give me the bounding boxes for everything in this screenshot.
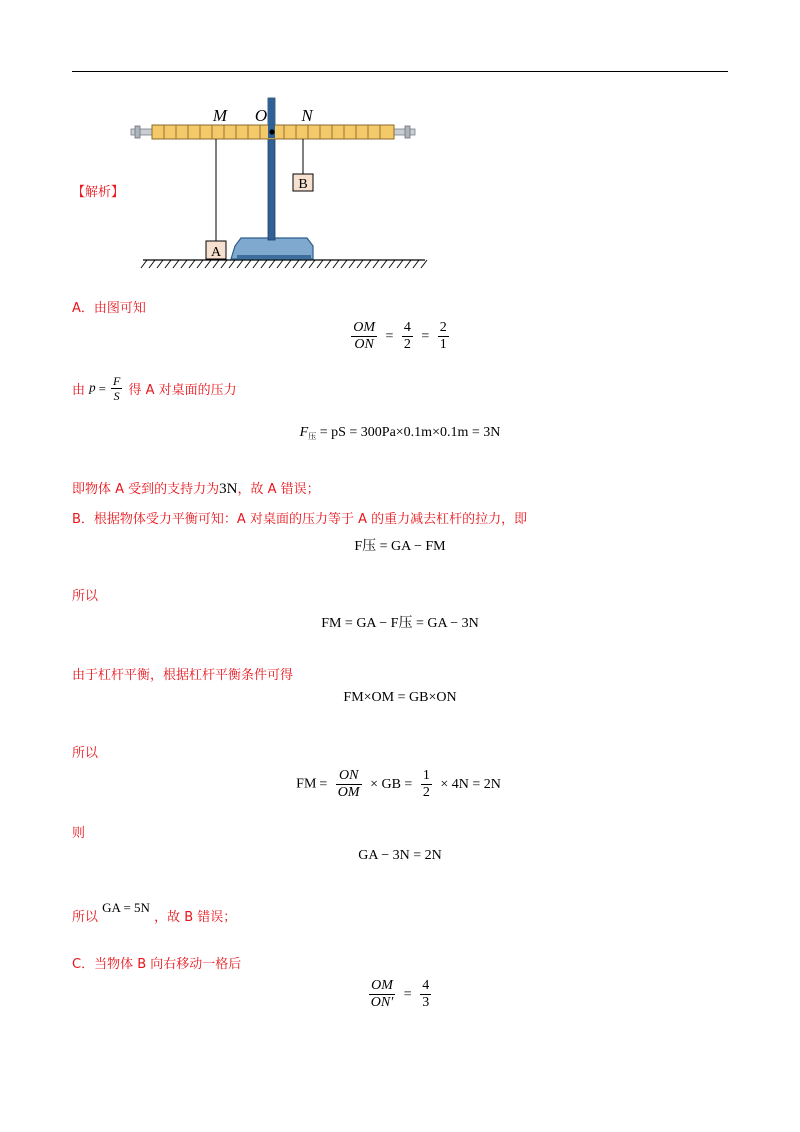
then-label: 则 bbox=[72, 826, 86, 841]
pressure-formula: p = $\frac{F}{S}$ bbox=[89, 374, 121, 403]
label-m: M bbox=[212, 106, 228, 125]
eq-fm: FM = GA − F压 = GA − 3N bbox=[321, 616, 479, 631]
ratio-after-move: $\frac{OM}{ON'}$ = $\frac{4}{3}$ bbox=[370, 978, 430, 1010]
block-b-label: B bbox=[298, 177, 308, 192]
so-label-2: 所以 bbox=[72, 746, 99, 761]
so-label-1: 所以 bbox=[72, 589, 99, 604]
part-c-heading: C．当物体 B 向右移动一格后 bbox=[72, 957, 242, 972]
header-rule bbox=[72, 71, 728, 72]
ratio-om-on: $\frac{OM}{ON}$ bbox=[353, 320, 375, 352]
ratio-two-one: $\frac{2}{1}$ bbox=[439, 320, 447, 352]
pressure-force-equation: $F_压$ = pS = 300Pa×0.1m×0.1m = 3N bbox=[299, 425, 501, 441]
eq-ga: GA − 3N = 2N bbox=[358, 848, 442, 863]
part-b-heading: B．根据物体受力平衡可知：A 对桌面的压力等于 A 的重力减去杠杆的拉力，即 bbox=[72, 512, 528, 527]
eq-lever-balance: FM×OM = GB×ON bbox=[343, 690, 457, 705]
lever-balance-text: 由于杠杆平衡，根据杠杆平衡条件可得 bbox=[72, 668, 294, 683]
analysis-label: 【解析】 bbox=[72, 185, 125, 200]
pressure-line: 由 p = $\frac{F}{S}$ 得 A 对桌面的压力 bbox=[72, 374, 237, 403]
ratio-equation: $\frac{OM}{ON}$ = $\frac{4}{2}$ = $\frac{2}{1}$ bbox=[353, 320, 447, 352]
eq-fm-value: FM = $\frac{ON}{OM}$ × GB = $\frac{1}{2}$ × 4N = 2N bbox=[296, 768, 501, 800]
block-a-label: A bbox=[210, 245, 222, 260]
ratio-four-two: $\frac{4}{2}$ bbox=[403, 320, 411, 352]
ground-hatching bbox=[141, 260, 427, 268]
label-n: N bbox=[301, 106, 313, 125]
part-a-conclusion: 即物体 A 受到的支持力为3N，故 A 错误； bbox=[72, 481, 320, 497]
part-a-heading: A．由图可知 bbox=[72, 301, 146, 316]
eq-pressure-balance: F压 = GA − FM bbox=[354, 539, 446, 554]
pivot-point bbox=[269, 129, 274, 134]
part-b-conclusion: 所以 GA = 5N ，故 B 错误； bbox=[72, 900, 237, 925]
lever-figure bbox=[125, 96, 435, 271]
label-o: O bbox=[254, 106, 268, 125]
